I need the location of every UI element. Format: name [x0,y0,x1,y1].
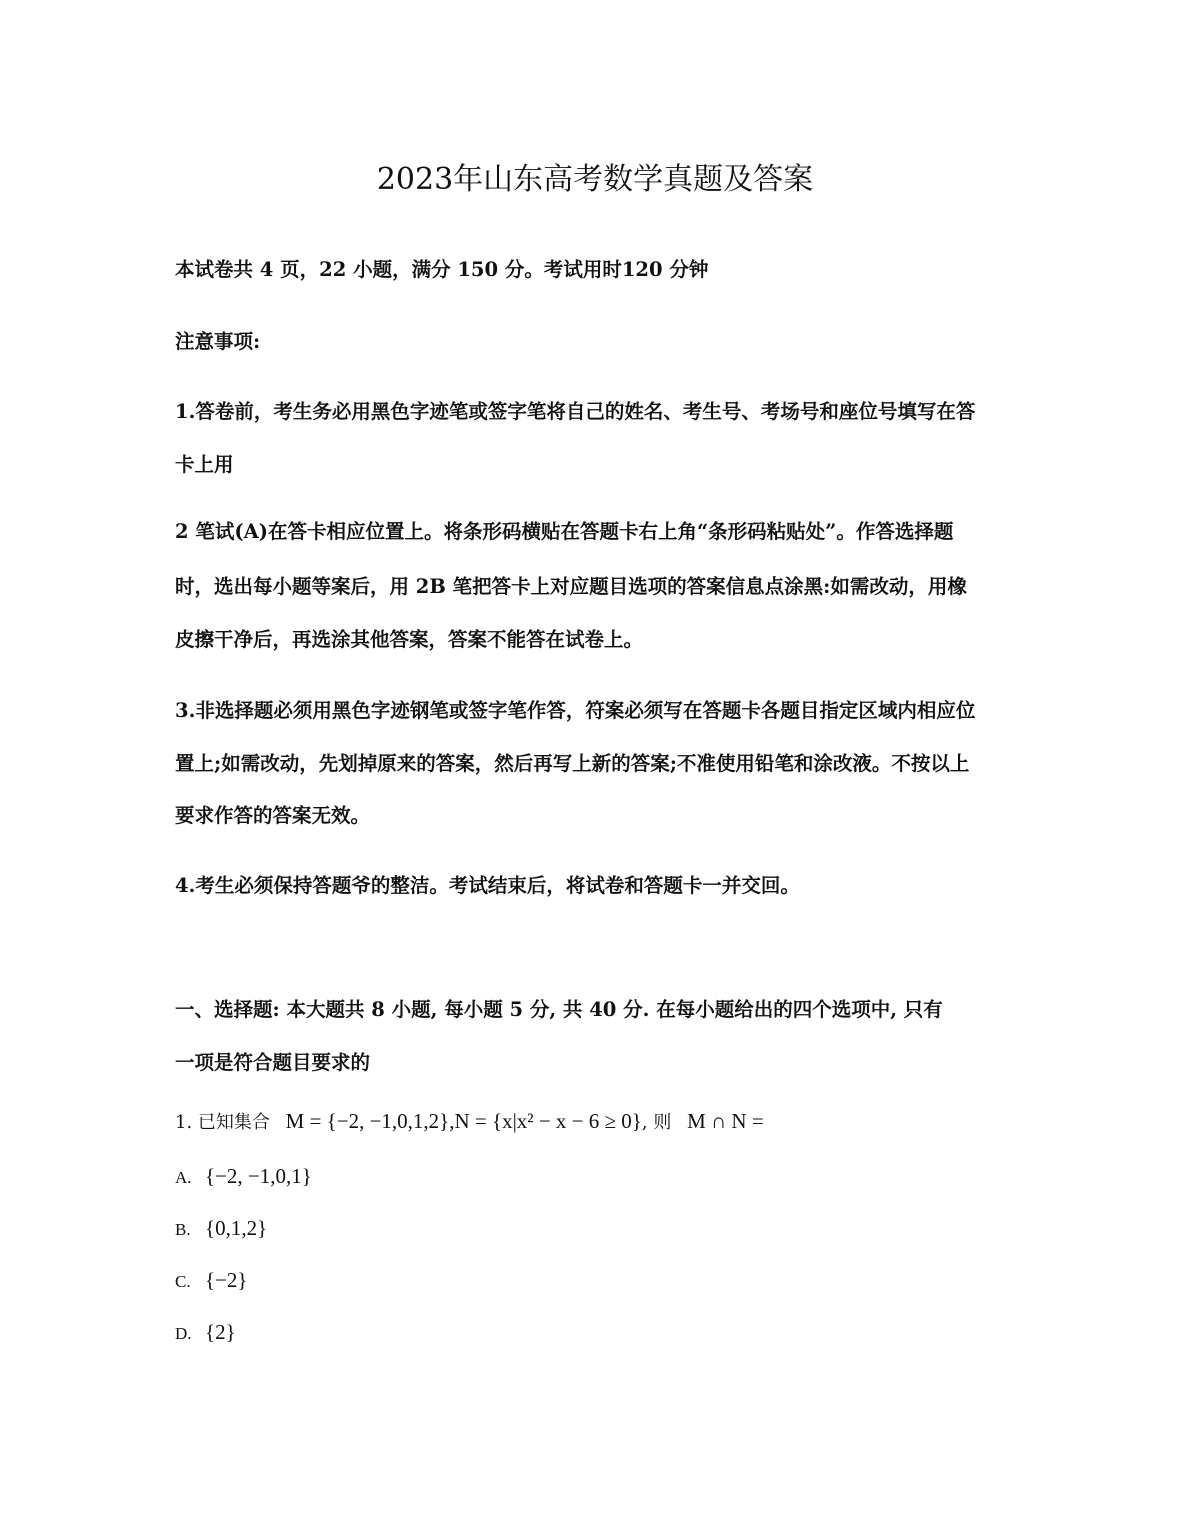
exam-intro: 本试卷共 4 页，22 小题，满分 150 分。考试用时120 分钟 [175,258,709,281]
note-2-line: 皮擦干净后，再选涂其他答案，答案不能答在试卷上。 [175,628,644,651]
section-heading: 一项是符合题目要求的 [175,1051,371,1074]
option-label: D. [175,1324,192,1343]
notes-heading: 注意事项: [175,330,261,353]
section-heading: 一、选择题: 本大题共 8 小题, 每小题 5 分, 共 40 分. 在每小题给出的四个选项中, 只有 [175,998,943,1021]
note-1-line: 卡上用 [175,453,234,476]
note-2-line: 2 笔试(A)在答卡相应位置上。将条形码横贴在答题卡右上角“条形码粘贴处”。作答选择题 [175,520,954,543]
question-1-prefix: 1. 已知集合 [175,1112,270,1133]
note-4-line: 4.考生必须保持答题爷的整洁。考试结束后，将试卷和答题卡一并交回。 [175,874,800,897]
note-2-line: 时，选出每小题等案后，用 2B 笔把答卡上对应题目选项的答案信息点涂黑:如需改动，用橡 [175,575,967,598]
option-b [175,1216,267,1242]
note-3-line: 要求作答的答案无效。 [175,804,371,827]
option-label: C. [175,1272,191,1291]
option-value: {2} [205,1320,236,1344]
question-1-math-2: M ∩ N = [687,1109,764,1133]
option-c [175,1268,248,1294]
option-a [175,1164,312,1190]
option-value: {−2, −1,0,1} [205,1164,312,1188]
note-1-line: 1.答卷前，考生务必用黑色字迹笔或签字笔将自己的姓名、考生号、考场号和座位号填写在答 [175,400,976,423]
question-1 [175,1109,764,1135]
option-value: {−2} [205,1268,248,1292]
option-value: {0,1,2} [205,1216,268,1240]
note-3-line: 置上;如需改动，先划掉原来的答案，然后再写上新的答案;不准使用铅笔和涂改液。不按以上 [175,752,970,775]
question-1-mid: , 则 [641,1112,672,1133]
question-1-math: M = {−2, −1,0,1,2},N = {x|x² − x − 6 ≥ 0} [285,1109,642,1133]
option-label: B. [175,1220,191,1239]
option-label: A. [175,1168,192,1187]
page-title: 2023年山东高考数学真题及答案 [376,162,814,197]
note-3-line: 3.非选择题必须用黑色字迹钢笔或签字笔作答，符案必须写在答题卡各题目指定区域内相应位 [175,699,976,722]
option-d [175,1320,236,1346]
